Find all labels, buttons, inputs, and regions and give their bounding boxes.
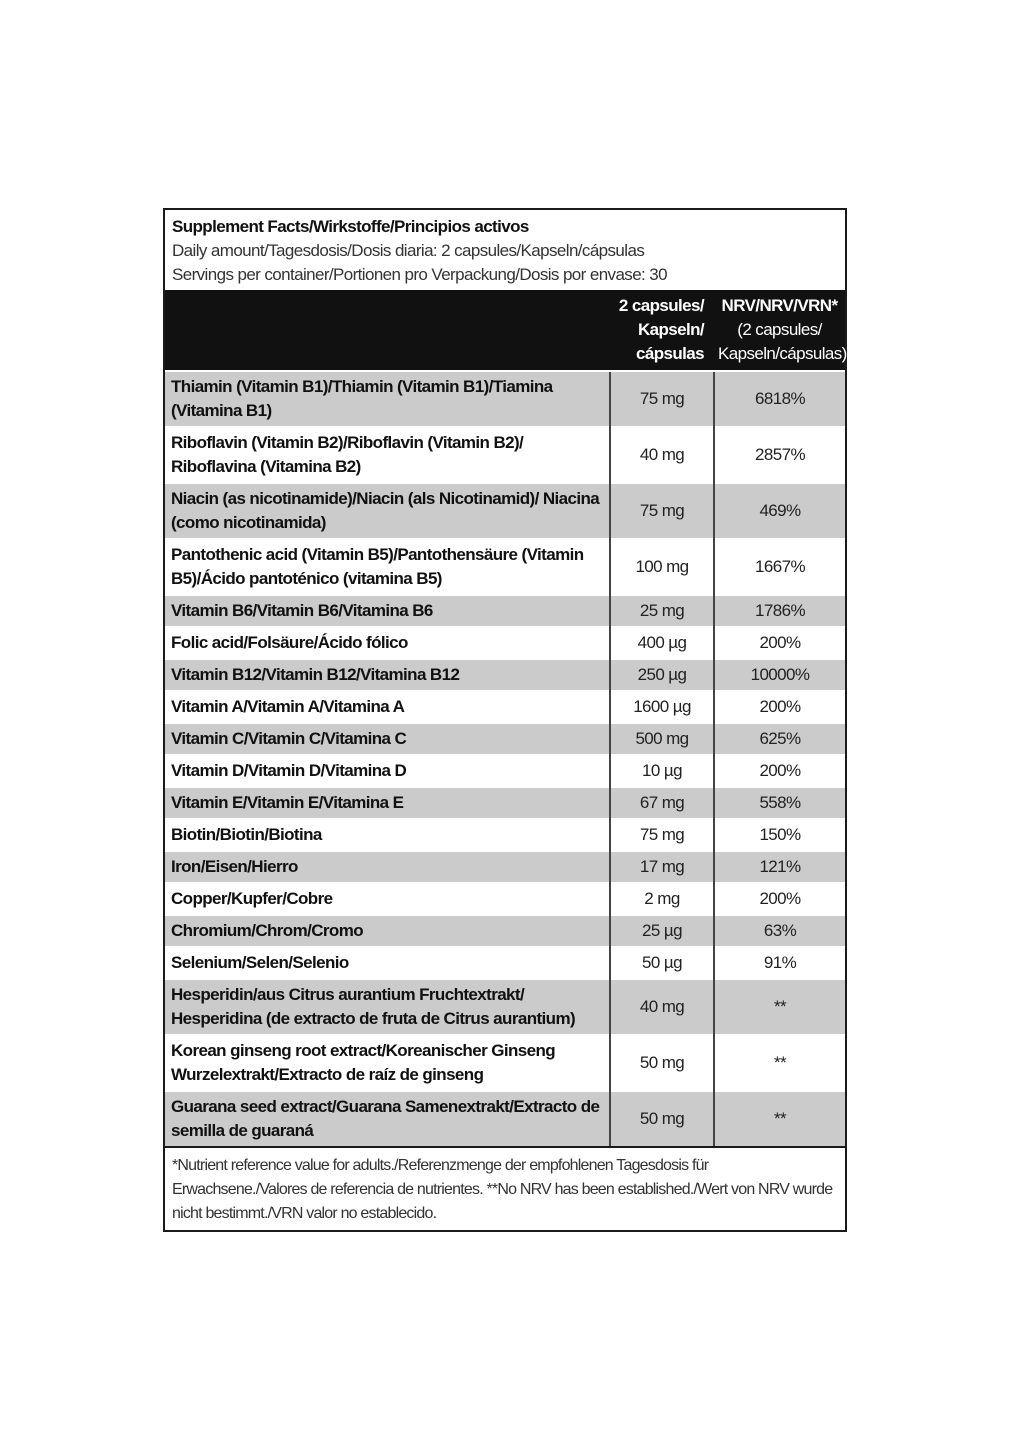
nutrient-name-cell: Thiamin (Vitamin B1)/Thiamin (Vitamin B1)/Tiamina (Vitamina B1) xyxy=(165,371,610,427)
amount-cell: 1600 µg xyxy=(610,691,714,723)
nrv-cell: 150% xyxy=(714,819,845,851)
table-row xyxy=(165,371,845,427)
nutrient-name-cell: Vitamin E/Vitamin E/Vitamina E xyxy=(165,787,610,819)
nrv-cell: 121% xyxy=(714,851,845,883)
amount-cell: 75 mg xyxy=(610,819,714,851)
amount-cell: 25 µg xyxy=(610,915,714,947)
amount-cell: 17 mg xyxy=(610,851,714,883)
amount-cell: 75 mg xyxy=(610,371,714,427)
nrv-cell: 200% xyxy=(714,883,845,915)
amount-cell: 50 mg xyxy=(610,1035,714,1091)
amount-cell: 50 µg xyxy=(610,947,714,979)
table-row xyxy=(165,1091,845,1146)
amount-header-line: cápsulas xyxy=(636,344,704,363)
table-row xyxy=(165,483,845,539)
nutrient-name-cell: Vitamin D/Vitamin D/Vitamina D xyxy=(165,755,610,787)
footnote: *Nutrient reference value for adults./Referenzmenge der empfohlenen Tagesdosis für Erwachsene./Valores de referencia de nutrientes. **No NRV has been established./Wert von NRV wurde nicht bestimmt./VRN valor no establecido. xyxy=(165,1146,845,1230)
facts-title: Supplement Facts/Wirkstoffe/Principios activos xyxy=(172,217,529,236)
nrv-cell: 10000% xyxy=(714,659,845,691)
table-row xyxy=(165,883,845,915)
nrv-cell: 1786% xyxy=(714,595,845,627)
table-row xyxy=(165,723,845,755)
amount-cell: 500 mg xyxy=(610,723,714,755)
amount-cell: 40 mg xyxy=(610,427,714,483)
nrv-header-sub: (2 capsules/ xyxy=(737,320,822,339)
nutrient-name-cell: Biotin/Biotin/Biotina xyxy=(165,819,610,851)
table-row xyxy=(165,947,845,979)
table-row xyxy=(165,595,845,627)
table-row xyxy=(165,979,845,1035)
table-row xyxy=(165,851,845,883)
nrv-cell: 558% xyxy=(714,787,845,819)
amount-cell: 400 µg xyxy=(610,627,714,659)
nrv-header-sub: Kapseln/cápsulas) xyxy=(718,344,847,363)
nutrient-name-cell: Copper/Kupfer/Cobre xyxy=(165,883,610,915)
nutrient-table xyxy=(165,290,845,1146)
nrv-cell: 91% xyxy=(714,947,845,979)
table-row xyxy=(165,787,845,819)
nrv-cell: 200% xyxy=(714,627,845,659)
nrv-cell: ** xyxy=(714,1091,845,1146)
amount-cell: 40 mg xyxy=(610,979,714,1035)
table-row xyxy=(165,691,845,723)
amount-header-line: Kapseln/ xyxy=(637,320,704,339)
nrv-cell: 2857% xyxy=(714,427,845,483)
amount-cell: 10 µg xyxy=(610,755,714,787)
nrv-cell: ** xyxy=(714,1035,845,1091)
nutrient-name-cell: Chromium/Chrom/Cromo xyxy=(165,915,610,947)
nutrient-name-cell: Pantothenic acid (Vitamin B5)/Pantothensäure (Vitamin B5)/Ácido pantoténico (vitamina B5) xyxy=(165,539,610,595)
table-header-row xyxy=(165,290,845,371)
table-row xyxy=(165,819,845,851)
amount-cell: 67 mg xyxy=(610,787,714,819)
nrv-column-header xyxy=(714,290,845,371)
amount-header-line: 2 capsules/ xyxy=(618,296,704,315)
servings-line: Servings per container/Portionen pro Verpackung/Dosis por envase: 30 xyxy=(172,265,668,284)
nutrient-name-cell: Iron/Eisen/Hierro xyxy=(165,851,610,883)
amount-cell: 75 mg xyxy=(610,483,714,539)
nrv-cell: 6818% xyxy=(714,371,845,427)
amount-cell: 50 mg xyxy=(610,1091,714,1146)
facts-header xyxy=(165,210,845,290)
table-row xyxy=(165,539,845,595)
nrv-cell: 1667% xyxy=(714,539,845,595)
nrv-cell: 469% xyxy=(714,483,845,539)
table-row xyxy=(165,627,845,659)
nrv-cell: 200% xyxy=(714,755,845,787)
nutrient-name-cell: Riboflavin (Vitamin B2)/Riboflavin (Vitamin B2)/ Riboflavina (Vitamina B2) xyxy=(165,427,610,483)
header-blank-cell xyxy=(165,290,610,371)
nutrient-name-cell: Hesperidin/aus Citrus aurantium Fruchtextrakt/ Hesperidina (de extracto de fruta de Citrus aurantium) xyxy=(165,979,610,1035)
amount-column-header xyxy=(610,290,714,371)
nutrient-name-cell: Vitamin B12/Vitamin B12/Vitamina B12 xyxy=(165,659,610,691)
nrv-header-title: NRV/NRV/VRN* xyxy=(721,296,838,315)
amount-cell: 2 mg xyxy=(610,883,714,915)
nrv-cell: 63% xyxy=(714,915,845,947)
nutrient-name-cell: Guarana seed extract/Guarana Samenextrakt/Extracto de semilla de guaraná xyxy=(165,1091,610,1146)
nrv-cell: ** xyxy=(714,979,845,1035)
table-row xyxy=(165,755,845,787)
nutrient-name-cell: Vitamin B6/Vitamin B6/Vitamina B6 xyxy=(165,595,610,627)
supplement-facts-panel xyxy=(163,208,847,1232)
amount-cell: 25 mg xyxy=(610,595,714,627)
nutrient-name-cell: Niacin (as nicotinamide)/Niacin (als Nicotinamid)/ Niacina (como nicotinamida) xyxy=(165,483,610,539)
amount-cell: 250 µg xyxy=(610,659,714,691)
nutrient-rows xyxy=(165,371,845,1146)
daily-amount-line: Daily amount/Tagesdosis/Dosis diaria: 2 capsules/Kapseln/cápsulas xyxy=(172,241,645,260)
nrv-cell: 625% xyxy=(714,723,845,755)
table-row xyxy=(165,659,845,691)
table-row xyxy=(165,915,845,947)
table-row xyxy=(165,427,845,483)
nutrient-name-cell: Vitamin C/Vitamin C/Vitamina C xyxy=(165,723,610,755)
nutrient-name-cell: Selenium/Selen/Selenio xyxy=(165,947,610,979)
amount-cell: 100 mg xyxy=(610,539,714,595)
nutrient-name-cell: Vitamin A/Vitamin A/Vitamina A xyxy=(165,691,610,723)
nutrient-name-cell: Folic acid/Folsäure/Ácido fólico xyxy=(165,627,610,659)
table-row xyxy=(165,1035,845,1091)
nrv-cell: 200% xyxy=(714,691,845,723)
nutrient-name-cell: Korean ginseng root extract/Koreanischer Ginseng Wurzelextrakt/Extracto de raíz de ginseng xyxy=(165,1035,610,1091)
